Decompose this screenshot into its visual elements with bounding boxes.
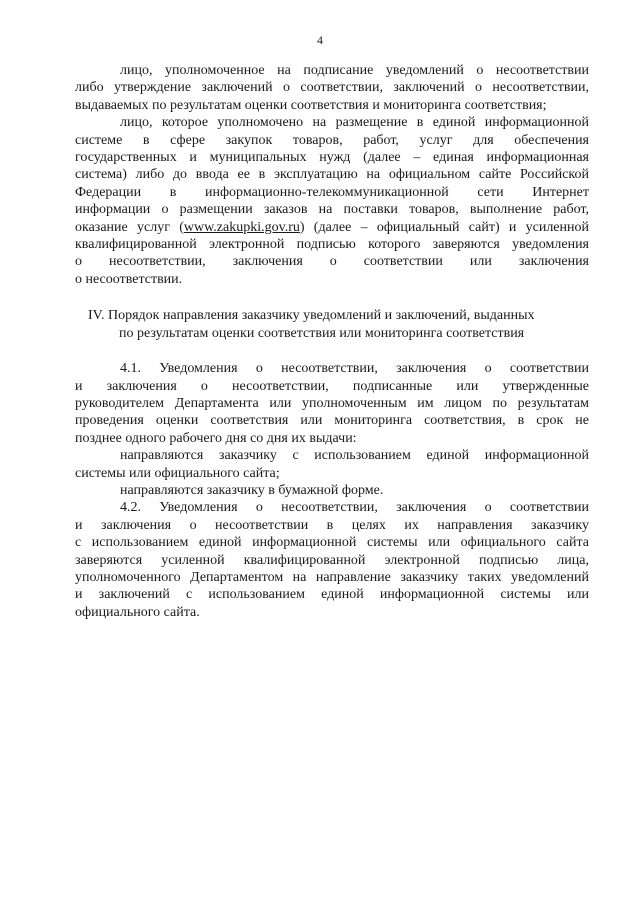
text-line-with-link bbox=[75, 219, 589, 236]
heading-line: по результатам оценки соответствия или мониторинга соответствия bbox=[119, 325, 525, 341]
text-line: система) либо до ввода ее в эксплуатацию на официальном сайте Российской bbox=[75, 167, 589, 183]
text-line: выдаваемых по результатам оценки соответствия и мониторинга соответствия; bbox=[75, 97, 547, 113]
paragraph-4-2 bbox=[75, 499, 589, 621]
text-fragment: ) (далее – официальный сайт) и усиленной bbox=[299, 219, 590, 235]
text-line: проведения оценки соответствия или мониторинга соответствия, в срок не bbox=[75, 413, 589, 429]
paragraph-signatory bbox=[75, 62, 589, 114]
text-line: либо утверждение заключений о соответствии, заключений о несоответствии, bbox=[75, 80, 589, 96]
text-line: квалифицированной электронной подписью которого заверяются уведомления bbox=[75, 237, 589, 253]
paragraph-eis-publisher bbox=[75, 114, 589, 288]
text-line: направляются заказчику с использованием единой информационной bbox=[120, 448, 589, 464]
text-line: с использованием единой информационной системы или официального сайта bbox=[75, 535, 589, 551]
paragraph-4-1 bbox=[75, 360, 589, 447]
text-line: лицо, которое уполномочено на размещение в единой информационной bbox=[120, 115, 589, 131]
spacer bbox=[75, 342, 589, 360]
document-body bbox=[75, 62, 589, 621]
text-line: заверяются усиленной квалифицированной электронной подписью лица, bbox=[75, 552, 589, 568]
text-line: и заключения о несоответствии в целях их направления заказчику bbox=[75, 517, 589, 533]
text-fragment: оказание услуг ( bbox=[75, 219, 184, 235]
text-line: направляются заказчику в бумажной форме. bbox=[120, 482, 384, 498]
paragraph-electronic-delivery bbox=[75, 447, 589, 482]
text-line: системы или официального сайта; bbox=[75, 465, 280, 481]
section-heading bbox=[75, 307, 589, 342]
text-line: лицо, уполномоченное на подписание уведомлений о несоответствии bbox=[120, 63, 589, 78]
text-line: информации о размещении заказов на поставки товаров, выполнение работ, bbox=[75, 202, 589, 218]
text-line: позднее одного рабочего дня со дня их выдачи: bbox=[75, 430, 357, 446]
text-line: о несоответствии, заключения о соответствии или заключения bbox=[75, 254, 589, 270]
text-line: и заключения о несоответствии, подписанные или утвержденные bbox=[75, 378, 589, 394]
text-line: официального сайта. bbox=[75, 604, 200, 620]
text-line: 4.1. Уведомления о несоответствии, заключения о соответствии bbox=[120, 361, 589, 377]
heading-line: IV. Порядок направления заказчику уведомлений и заключений, выданных bbox=[88, 308, 535, 324]
zakupki-link[interactable]: www.zakupki.gov.ru bbox=[183, 219, 300, 235]
text-line: руководителем Департамента или уполномоченным им лицом по результатам bbox=[75, 395, 589, 411]
paragraph-paper-delivery bbox=[75, 482, 589, 499]
text-line: о несоответствии. bbox=[75, 271, 183, 287]
text-line: государственных и муниципальных нужд (далее – единая информационная bbox=[75, 150, 589, 166]
text-line: 4.2. Уведомления о несоответствии, заключения о соответствии bbox=[120, 500, 589, 516]
text-line: уполномоченного Департаментом на направление заказчику таких уведомлений bbox=[75, 569, 589, 585]
text-line: и заключений с использованием единой информационной системы или bbox=[75, 587, 589, 603]
text-line: системе в сфере закупок товаров, работ, услуг для обеспечения bbox=[75, 132, 589, 148]
text-line: Федерации в информационно-телекоммуникационной сети Интернет bbox=[75, 184, 589, 200]
page-number: 4 bbox=[317, 33, 323, 47]
